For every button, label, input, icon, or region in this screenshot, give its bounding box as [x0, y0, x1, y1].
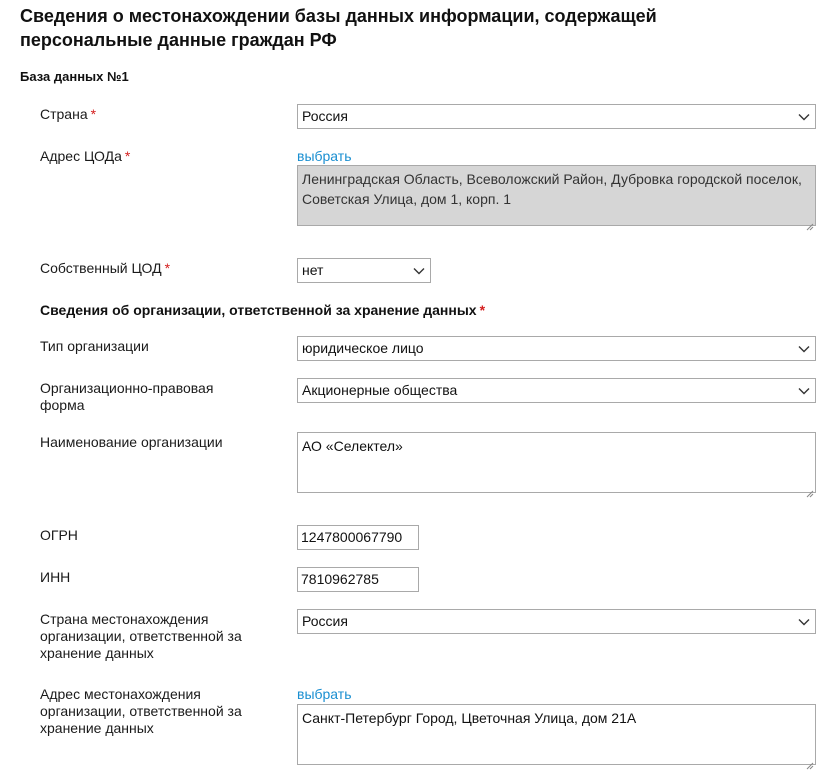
- chevron-down-icon: [797, 610, 811, 633]
- org-type-label: Тип организации: [40, 338, 149, 354]
- ogrn-input[interactable]: 1247800067790: [297, 525, 419, 550]
- legal-form-select-value: Акционерные общества: [302, 382, 458, 398]
- own-dc-select-value: нет: [302, 262, 324, 278]
- legal-form-label: Организационно-правовая форма: [40, 380, 214, 413]
- required-mark: *: [164, 260, 171, 276]
- country-select[interactable]: [297, 104, 816, 129]
- org-country-select-value: Россия: [302, 613, 348, 629]
- org-address-value: Санкт-Петербург Город, Цветочная Улица, дом 21А: [302, 710, 637, 726]
- dc-address-select-link[interactable]: выбрать: [297, 148, 352, 164]
- resize-grip-icon[interactable]: [806, 755, 814, 763]
- resize-grip-icon[interactable]: [806, 483, 814, 491]
- org-section-heading: Сведения об организации, ответственной за хранение данных *: [40, 302, 486, 318]
- org-type-select-value: юридическое лицо: [302, 340, 424, 356]
- dc-address-label: Адрес ЦОДа *: [40, 148, 131, 164]
- country-label: Страна *: [40, 106, 97, 122]
- own-dc-label: Собственный ЦОД *: [40, 260, 171, 276]
- inn-input[interactable]: 7810962785: [297, 567, 419, 592]
- legal-form-select[interactable]: [297, 378, 816, 403]
- dc-address-value: Ленинградская Область, Всеволожский Район, Дубровка городской поселок, Советская Улица, дом 1, корп. 1: [302, 171, 802, 207]
- own-dc-select[interactable]: [297, 258, 431, 283]
- dc-address-textarea[interactable]: [297, 165, 816, 226]
- org-name-label: Наименование организации: [40, 434, 223, 450]
- org-country-label: Страна местонахождения организации, ответственной за хранение данных: [40, 611, 242, 661]
- org-address-label: Адрес местонахождения организации, ответственной за хранение данных: [40, 686, 242, 736]
- org-name-value: АО «Селектел»: [302, 438, 403, 454]
- chevron-down-icon: [797, 379, 811, 402]
- inn-label: ИНН: [40, 569, 71, 585]
- org-country-select[interactable]: [297, 609, 816, 634]
- org-name-textarea[interactable]: [297, 432, 816, 493]
- chevron-down-icon: [412, 259, 426, 282]
- required-mark: *: [479, 302, 486, 318]
- org-address-textarea[interactable]: [297, 704, 816, 765]
- chevron-down-icon: [797, 337, 811, 360]
- ogrn-label: ОГРН: [40, 527, 78, 543]
- chevron-down-icon: [797, 105, 811, 128]
- org-address-select-link[interactable]: выбрать: [297, 686, 352, 702]
- page-title: Сведения о местонахождении базы данных информации, содержащей персональные данные граждан РФ: [20, 6, 657, 50]
- resize-grip-icon[interactable]: [806, 216, 814, 224]
- required-mark: *: [90, 106, 97, 122]
- country-select-value: Россия: [302, 108, 348, 124]
- org-type-select[interactable]: [297, 336, 816, 361]
- database-heading: База данных №1: [20, 69, 129, 84]
- required-mark: *: [124, 148, 131, 164]
